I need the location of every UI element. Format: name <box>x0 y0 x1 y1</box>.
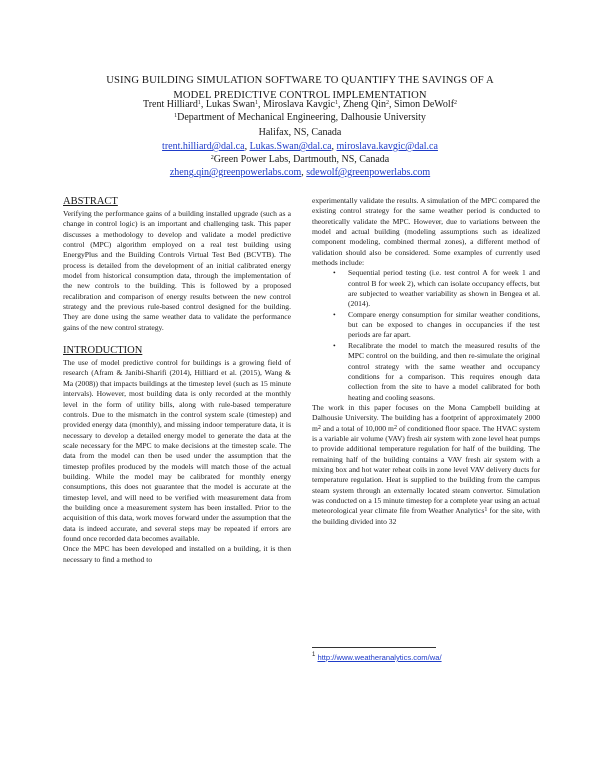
email-list-1: trent.hilliard@dal.ca, Lukas.Swan@dal.ca, miroslava.kavgic@dal.ca <box>162 141 438 152</box>
list-item <box>312 268 540 309</box>
affiliation-1 <box>0 111 600 124</box>
superscript: 2 <box>317 424 321 431</box>
introduction-heading: INTRODUCTION <box>63 345 143 357</box>
footnote-mark: 1 <box>312 652 316 658</box>
title-line-1: USING BUILDING SIMULATION SOFTWARE TO QUANTIFY THE SAVINGS OF A <box>106 75 494 86</box>
author-affiliation-mark: 1 <box>255 100 259 106</box>
email-link[interactable]: zheng.qin@greenpowerlabs.com <box>169 167 302 178</box>
superscript: 2 <box>393 424 397 431</box>
author-name: Trent Hilliard <box>142 99 198 110</box>
method-list <box>312 268 540 402</box>
right-column <box>312 196 540 527</box>
body-paragraph: The work in this paper focuses on the Mona Campbell building at Dalhousie University. The building has a footprint of approximately 2000 $m^2$ and a total of 10,000 $m^2$ of conditioned floor space. The HVAC system is a variable air volume (VAV) fresh air system with zone level heat pumps to provide additional temperature regulation for half of the building. The remaining half of the building contains a VAV fresh air system with a mixing box and hot water reheat coils in zone level VAV delivery ducts for temperature regulation. Heat is supplied to the building from the campus steam system through an externally located steam convertor. Simulation was conducted on a 15 minute timestep for a complete year using an actual meteorological year climate file from Weather Analytics$^1$ for the site, with the building divided into 32 <box>312 402 541 526</box>
list-item-text: Recalibrate the model to match the measured results of the MPC control on the building, and then re-simulate the original control strategy with the same weather and occupancy conditions for a comparison. This requires enough data collection from the site to have a model calibrated for both heating and cooling seasons. <box>348 340 540 402</box>
footnote-reference: 1 <box>484 507 488 514</box>
list-item <box>312 310 540 341</box>
affiliation-mark: 1 <box>174 113 178 119</box>
author-affiliation-mark: 1 <box>197 100 201 106</box>
list-item <box>312 341 540 403</box>
footnote-rule <box>312 647 436 648</box>
affiliation-2 <box>0 153 600 166</box>
author-name: Simon DeWolf <box>394 99 455 110</box>
affiliation-mark: 2 <box>210 155 214 161</box>
title-line-2: MODEL PREDICTIVE CONTROL IMPLEMENTATION <box>173 90 427 101</box>
author-affiliation-mark: 2 <box>386 100 390 106</box>
author-affiliation-mark: 1 <box>334 100 338 106</box>
author-affiliation-mark: 2 <box>454 100 458 106</box>
bullet-icon: • <box>333 309 336 319</box>
email-link[interactable]: Lukas.Swan@dal.ca <box>249 141 332 152</box>
list-item-text: Compare energy consumption for similar weather conditions, but can be exposed to changes in occupancies if the test periods are far apart. <box>348 309 540 340</box>
email-link[interactable]: sdewolf@greenpowerlabs.com <box>306 167 431 178</box>
email-link[interactable]: trent.hilliard@dal.ca <box>162 141 245 152</box>
email-list-2: zheng.qin@greenpowerlabs.com, sdewolf@greenpowerlabs.com <box>169 167 431 178</box>
introduction-paragraph: Once the MPC has been developed and installed on a building, it is then necessary to find a method to <box>63 544 291 564</box>
author-name: Miroslava Kavgic <box>263 99 335 110</box>
list-item-text: Sequential period testing (i.e. test control A for week 1 and control B for week 2), which can isolate occupancy effects, but are subjected to weather variability as shown in Bengea et al. (2014). <box>348 268 540 309</box>
affiliation-name: Green Power Labs, Dartmouth, NS, Canada <box>213 154 390 165</box>
footnote-link[interactable]: http://www.weatheranalytics.com/wa/ <box>317 653 442 662</box>
bullet-icon: • <box>333 268 336 278</box>
bullet-icon: • <box>333 340 336 350</box>
email-link[interactable]: miroslava.kavgic@dal.ca <box>336 141 438 152</box>
author-name: Lukas Swan <box>205 99 256 110</box>
affiliation-name: Department of Mechanical Engineering, Dalhousie University <box>177 112 426 123</box>
abstract-text: Verifying the performance gains of a building installed upgrade (such as a change in control logic) is an important and challenging task. This paper discusses a methodology to develop and validate a model predictive control (MPC) algorithm employed on a real test building using EnergyPlus and the Building Controls Virtual Test Bed (BCVTB). The process is detailed from the development of an initial calibrated energy model from historical consumption data, through the implementation of the new controls to the building. This is followed by a proposed recalibration and comparison of energy results between the new control strategy and the previous rule-based control designed for the building. They are done using the same weather data to validate the performance gains of the new control strategy. <box>63 209 291 332</box>
introduction-paragraph: The use of model predictive control for buildings is a growing field of research (Afram & Janibi-Sharifi (2014), Hilliard et al. (2015), Wang & Ma (2008)) that impacts buildings at the timestep level (such as 15 minute intervals). However, most building data is only recorded at the monthly level in the form of utility bills, along with rule-based temperature controls. Due to the mismatch in the control system scale (timestep) and provided energy data (monthly), and missing indoor temperature data, it is necessary to develop a detailed energy model to generate the data at the scale necessary for the MPC to make decisions at the timestep scale. The data from the model can then be used under the assumption that the timestep profiles produced by the models will match those of the actual building. While the model may be calibrated for monthly energy consumptions, this does not guarantee that the model is accurate at the timestep level, and will need to be verified with measurement data from the building once a measurement system has been installed. Prior to the acquisition of this data, work moves forward under the assumption that the data is indeed accurate, and several steps may be repeated if errors are found once recorded data becomes available. <box>63 358 291 543</box>
left-column <box>63 196 291 565</box>
affiliation-1-city: Halifax, NS, Canada <box>258 127 342 138</box>
body-paragraph: experimentally validate the results. A simulation of the MPC compared the existing control strategy for the same weather period is conducted to theoretically validate the MPC. However, due to variations between the model and actual building (modeling assumptions such as idealized component modeling, combined thermal zones), a different method of validation should also be considered. Some examples of currently used methods include: <box>312 196 540 268</box>
author-list: Trent Hilliard$^1$, Lukas Swan$^1$, Miroslava Kavgic$^1$, Zheng Qin$^2$, Simon DeWolf$^2$ <box>142 99 458 110</box>
abstract-heading: ABSTRACT <box>63 196 118 207</box>
author-name: Zheng Qin <box>342 99 387 110</box>
footnote <box>312 653 442 662</box>
